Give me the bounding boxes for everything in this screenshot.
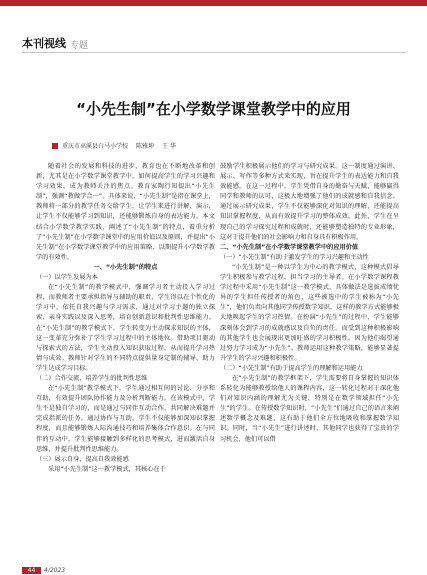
header-divider xyxy=(22,52,406,53)
square-marker-icon xyxy=(52,143,58,149)
top-accent-bar xyxy=(0,0,427,6)
section-heading: 二、“小先生制”在小学数学课堂教学中的应用价值 xyxy=(220,243,359,251)
section-heading: （三）展示自身，提高自我效能感 xyxy=(36,455,129,463)
author-name: 陈雅坤 xyxy=(136,143,155,150)
body-paragraph: 在“小先生制”的教学框架下，学生需要将自身掌握的知识体系转化为能够教授给他人的课程内容，这一转化过程对于深化他们对知识内涵的理解尤为关键，特别是在数学领域担任“小先生”的学生。在传授数学知识时，“小先生”们通过自己的语言来阐述数学概念及难题，这有助于他们全方位地吸收和掌握数学知识。同时，当“小先生”进行讲述时，其他同学也获得了宝贵的学习机会，他们可以借 xyxy=(220,374,399,443)
section-heading: （二）“小先生制”有助于提高学生的理解和运用能力 xyxy=(220,364,363,372)
issue-label: 4/2023 xyxy=(44,567,66,574)
byline xyxy=(52,141,184,150)
right-text-column xyxy=(220,162,399,445)
left-text-column xyxy=(36,162,215,475)
section-heading: 一、“小先生制”的特点 xyxy=(93,263,158,271)
body-paragraph: 在“小先生制”教学模式下，学生通过相互间的讨论、分享和互助，有效提升团队协作能力及分析判断能力。在该模式中，学生不是独自学习的，而是通过与同伴互动合作，共同解决难题并完成指派的任务。通过协作与互助，学生不仅能够加深知识掌握程度，而且能够锻炼人际沟通技巧和培养集体合作意识。在与同伴的互动中，学生能够接触到多样化的思考模式，进而激活自身思维，并提升批判性思维能力。 xyxy=(36,385,215,453)
article-title: “小先生制”在小学数学课堂教学中的应用 xyxy=(76,100,351,118)
page-number: 44 xyxy=(22,567,41,574)
column-header xyxy=(22,33,88,51)
body-paragraph: 采用“小先生制”这一教学模式，其核心在于 xyxy=(48,465,166,473)
section-heading: （一）“小先生制”有助于激发学生的学习兴趣和主动性 xyxy=(220,253,369,261)
affiliation: 重庆市巫溪县白马小学校 xyxy=(62,143,129,150)
body-paragraph: 鼓励学生积极展示他们的学习与研究成果。这一制度通过演讲、展示、写作等多种方式来实现，旨在提升学生的表达能力和自我效能感。在这一过程中，学生凭借自身的勤奋与天赋，能够赢得同学和教师的认可，这极大地增强了他们的成就感和自我信念。通过展示研究成果，学生不仅能够深化对知识的理解，还能提高知识掌握程度，从而有效提升学习的整体成效。此外，学生在呈现自己的学习探究过程和成就时，还能够塑造独特的专业形象，这对于提升他们的社会影响力和自身具有积极作用。 xyxy=(220,163,399,241)
body-paragraph: 在“小先生制”的教学模式中，强调学习者主动投入学习过程，而教师者主要承担指导与辅助的职责，学生得以在个性化的学习中，依托自我兴趣与学习需求，通过对学习主题的独立探索、亲身实践以及深入思考，培育创新意识和批判性思维能力。在“小先生制”的教学模式下，学生转变为主动探求知识的主体，这一变革充分弥补了学生学习过程中的主体地位。借助项目驱动与探索式的方法，学生主动投入知识获取过程，从而提升学习热情与成效。教师针对学生的不同特点提供量身定制的辅导，助力学生达成学习目标。 xyxy=(36,284,215,372)
column-name: 本刊视线 xyxy=(22,37,66,50)
body-paragraph: “小先生制”是一种以学生为中心的教学模式，这种模式倡导学生积极参与教学过程，担当学习的主导者。在小学数学课程教学过程中采用“小先生制”这一教学模式，具体做法是选拔成绩优异的学生担任传授者的角色，这些被选中的学生被称为“小先生”，他们负责向其他同学传授数学知识。这样的教学方式能够极大地唤起学生的学习热情。在扮演“小先生”的过程中，学生能够深刻体会到学习的成就感以及自负的责任。而受到这种积极影响的其他学生也会展现出更加旺盛的学习积极性，因为他们渴望通过努力学习成为“小先生”。教师运用这种教学策略，能够显著提升学生的学习兴趣和积极性。 xyxy=(220,263,399,362)
column-subname: 专题 xyxy=(70,41,89,51)
body-paragraph: 随着社会的发展和科技的进步，教育也在不断地改革和创新，尤其是在小学数学课堂教学中，如何提高学生的学习兴趣和学习效果，成为教师关注的焦点。教育家陶行知提出“小先生制”，强调“教做学合一”。具体来说，“小先生制”是指在课堂上，教师将一部分的教学任务交给学生，让学生来进行讲解、演示，让学生不仅能够学习到知识，还能够锻炼自身的表达能力。本文结合小学数学教学实践，阐述了“小先生制”的特点，着重分析了“小先生制”在小学数学课堂中的应用价值以及原则，并提出“小先生制”在小学数学课堂教学中的应用策略，以期提升小学数学教学的有效性。 xyxy=(36,163,215,261)
section-heading: （一）以学生发展为本 xyxy=(36,274,98,282)
author-name: 王 华 xyxy=(162,143,176,150)
section-heading: （二）合作交流，培养学生的批判性思维 xyxy=(36,374,148,382)
